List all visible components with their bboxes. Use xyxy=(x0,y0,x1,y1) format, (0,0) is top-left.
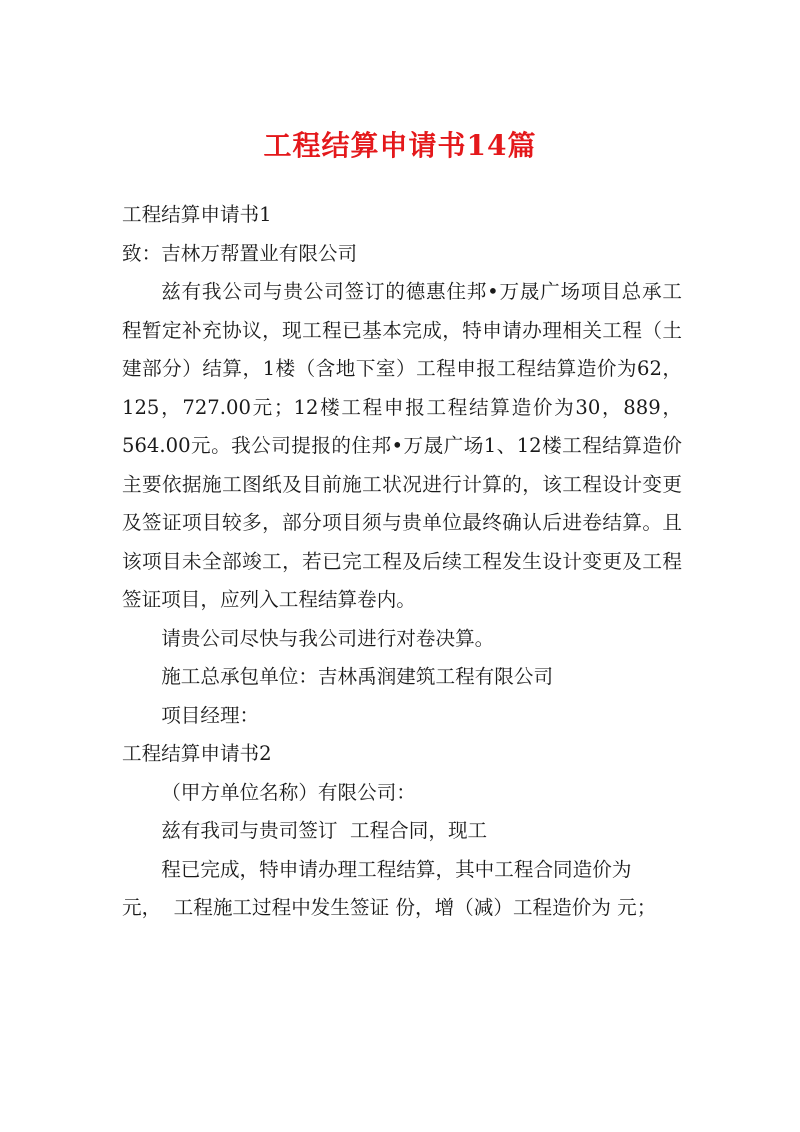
section2-heading: 工程结算申请书2 xyxy=(122,742,272,765)
section1-heading: 工程结算申请书1 xyxy=(122,203,272,226)
section1-request: 请贵公司尽快与我公司进行对卷决算。 xyxy=(161,626,495,650)
section1-manager: 项目经理： xyxy=(161,703,260,727)
section1-contractor: 施工总承包单位：吉林禹润建筑工程有限公司 xyxy=(161,665,554,688)
section2-addressee: （甲方单位名称）有限公司： xyxy=(161,780,416,804)
section2-line2: 程已完成，特申请办理工程结算，其中工程合同造价为 xyxy=(161,857,632,881)
section1-body: 兹有我公司与贵公司签订的德惠住邦•万晟广场项目总承工程暂定补充协议，现工程已基本完成，特申请办理相关工程（土建部分）结算，1楼（含地下室）工程申报工程结算造价为62，125，727.00元；12楼工程申报工程结算造价为30，889，564.00元。我公司提报的住邦•万晟广场1、12楼工程结算造价主要依据施工图纸及目前施工状况进行计算的，该工程设计变更及签证项目较多，部分项目须与贵单位最终确认后进卷结算。且该项目未全部竣工，若已完工程及后续工程发生设计变更及工程签证项目，应列入工程结算卷内。 xyxy=(122,280,682,611)
document-content xyxy=(122,196,682,928)
document-title: 工程结算申请书14篇 xyxy=(263,129,537,162)
section2-line3: 元， 工程施工过程中发生签证 份，增（减）工程造价为 元； xyxy=(122,896,657,919)
section1-addressee: 致：吉林万帮置业有限公司 xyxy=(122,241,358,265)
section2-line1: 兹有我司与贵司签订 工程合同，现工 xyxy=(161,819,488,842)
